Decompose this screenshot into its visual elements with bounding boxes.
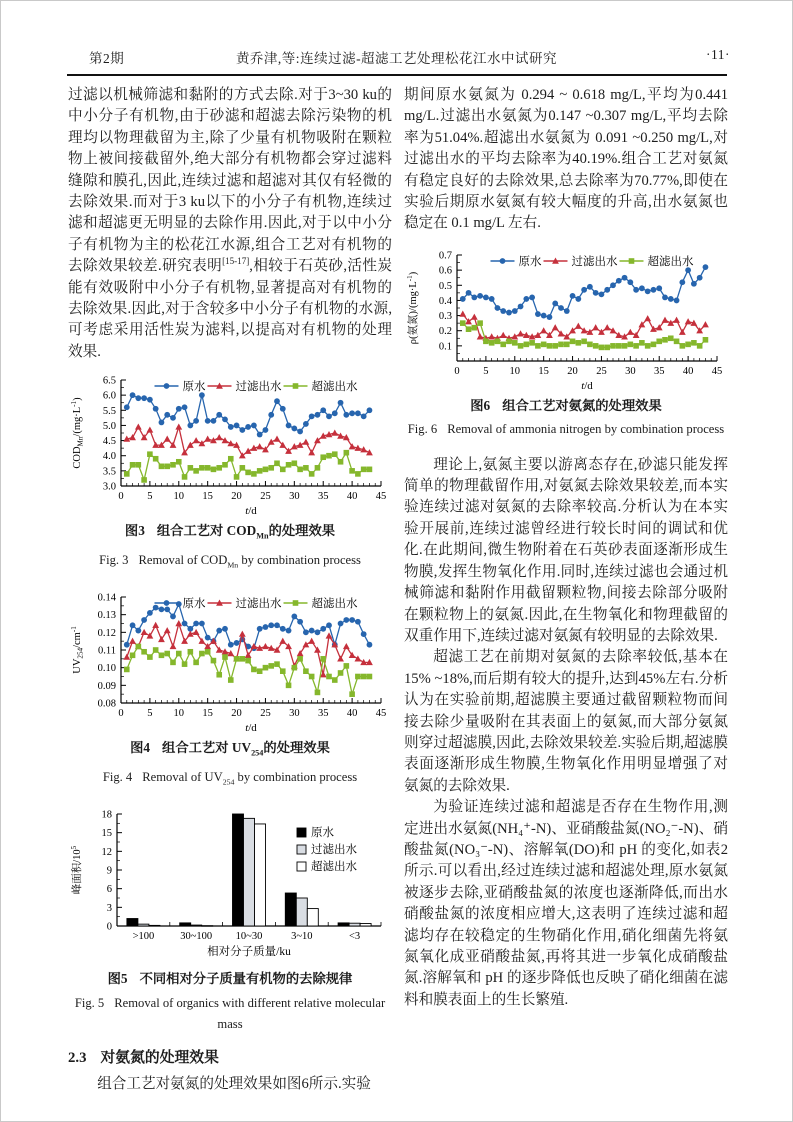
paragraph-bio-verification: 为验证连续过滤和超滤是否存在生物作用,测定进出水氨氮(NH₄⁺-N)、亚硝酸盐氮(NO₂⁻-N)、硝酸盐氮(NO₃⁻-N)、溶解氧(DO)和 pH 的变化,如表2所示.可以看出,经过连续过滤和超滤处理,原水氨氮被逐步去除,亚硝酸盐氮的浓度也逐渐降低,而出水硝酸盐氮的浓度相应增大,这表明了连续过滤和超滤均存在较稳定的生物硝化作用,硝化细菌先将氨氮氧化成亚硝酸盐氮,再将其进一步氧化成硝酸盐氮.溶解氧和 pH 的逐步降低也反映了硝化细菌在滤料和膜表面上的生长繁殖.: [404, 799, 728, 1008]
svg-text:15: 15: [202, 491, 213, 503]
svg-text:UV254/cm-1: $UV_{254}/cm^{-1}$: [70, 626, 85, 675]
svg-text:ρ(氨氮)/(mg·L-1): ρ(氨氮)$/(mg\cdot L^{-1})$: [406, 271, 419, 345]
svg-text:<3: <3: [349, 931, 361, 943]
fig4-caption-zh: 图4 组合工艺对 $UV_{254}$的处理效果: [130, 740, 330, 758]
svg-text:10: 10: [173, 491, 185, 503]
fig6-caption-zh: 图6 组合工艺对氨氮的处理效果: [470, 397, 662, 413]
running-title: 黄乔津,等:连续过滤-超滤工艺处理松花江水中试研究: [235, 51, 558, 66]
fig3-chart: [69, 368, 391, 518]
svg-text:35: 35: [317, 491, 329, 503]
svg-text:0.09: 0.09: [97, 681, 116, 693]
svg-text:0.12: 0.12: [97, 628, 116, 640]
svg-text:0.10: 0.10: [97, 663, 116, 675]
svg-text:超滤出水: 超滤出水: [311, 861, 357, 874]
svg-text:CODMn/(mg·L-1): $COD_{Mn}/(mg\cdot L^{-1})$: [70, 397, 85, 469]
svg-text:0.2: 0.2: [438, 326, 452, 338]
svg-text:相对分子质量/ku: 相对分子质量/ku: [207, 946, 291, 959]
svg-text:40: 40: [682, 365, 694, 377]
svg-text:6.5: 6.5: [102, 375, 116, 387]
figure-5: [68, 804, 392, 1035]
svg-text:5.0: 5.0: [102, 421, 116, 433]
svg-text:10: 10: [509, 365, 521, 377]
svg-text:35: 35: [317, 708, 329, 720]
fig4-caption-en: Fig. 4 Removal of $UV_{254}$ by combination process: [102, 770, 358, 787]
svg-text:过滤出水: 过滤出水: [571, 255, 618, 268]
svg-text:3: 3: [106, 903, 112, 915]
svg-text:0.13: 0.13: [97, 610, 116, 622]
svg-text:0.08: 0.08: [97, 698, 116, 710]
left-column: [68, 85, 392, 1095]
fig4-chart: [69, 585, 391, 735]
svg-text:45: 45: [375, 491, 387, 503]
svg-text:0.3: 0.3: [438, 310, 452, 322]
figure-3: [68, 368, 392, 576]
svg-text:30: 30: [625, 365, 636, 377]
svg-text:15: 15: [101, 828, 112, 840]
page-number: ·11·: [706, 47, 730, 62]
svg-text:10~30: 10~30: [235, 931, 263, 943]
figure-6: [404, 243, 728, 441]
svg-text:10: 10: [173, 708, 185, 720]
paragraph-ammonia-intro: 组合工艺对氨氮的处理效果如图6所示.实验: [97, 1075, 371, 1092]
svg-text:45: 45: [711, 365, 723, 377]
svg-text:30: 30: [289, 708, 300, 720]
svg-text:45: 45: [375, 708, 387, 720]
right-column: [404, 85, 728, 1011]
svg-text:25: 25: [260, 491, 271, 503]
svg-text:原水: 原水: [518, 255, 542, 268]
svg-text:25: 25: [596, 365, 607, 377]
svg-text:20: 20: [231, 491, 242, 503]
svg-text:原水: 原水: [311, 827, 334, 840]
svg-text:过滤出水: 过滤出水: [235, 598, 282, 611]
svg-text:0.6: 0.6: [438, 265, 452, 277]
header-rule: [67, 74, 727, 76]
svg-text:0.4: 0.4: [438, 295, 452, 307]
svg-text:超滤出水: 超滤出水: [647, 255, 694, 268]
paragraph-text: 过滤以机械筛滤和黏附的方式去除.对于3~30 ku的中小分子有机物,由于砂滤和超滤去除污染物的机理均以物理截留为主,除了少量有机物吸附在颗粒物上被间接截留外,绝大部分有机物都会穿过滤料缝隙和膜孔,因此,连续过滤和超滤对其仅有轻微的去除效果.而对于3 ku以下的小分子有机物,连续过滤和超滤更无明显的去除作用.因此,对于以中小分子有机物为主的松花江水源,组合工艺对有机物的去除效果较差.研究表明: [68, 87, 392, 275]
citation-ref: [15-17]: [222, 256, 250, 267]
svg-text:35: 35: [653, 365, 665, 377]
svg-text:25: 25: [260, 708, 271, 720]
fig3-caption-en: Fig. 3 Removal of $COD_{Mn}$ by combination process: [99, 553, 361, 570]
svg-text:18: 18: [101, 809, 112, 821]
svg-text:超滤出水: 超滤出水: [311, 381, 358, 394]
svg-text:4.5: 4.5: [102, 436, 116, 448]
svg-text:0.1: 0.1: [438, 341, 452, 353]
svg-text:5.5: 5.5: [102, 406, 116, 418]
svg-text:3.0: 3.0: [102, 481, 116, 493]
fig6-chart: [405, 243, 727, 393]
fig5-chart: [69, 804, 391, 966]
paragraph-theory: 理论上,氨氮主要以游离态存在,砂滤只能发挥简单的物理截留作用,对氨氮去除效果较差,而本实验连续过滤对氨氮的去除率较高.分析认为在本实验开展前,连续过滤曾经进行较长时间的调试和优化.在此期间,微生物附着在石英砂表面逐渐形成生物膜,发挥生物氧化作用.同时,连续过滤也会通过机械筛滤和黏附作用截留颗粒物,间接去除部分吸附在颗粒物上的氨氮.因此,在生物氧化和物理截留的双重作用下,连续过滤对氨氮有较明显的去除效果.: [404, 456, 728, 644]
svg-text:40: 40: [346, 491, 358, 503]
svg-text:0.5: 0.5: [438, 280, 452, 292]
svg-text:30: 30: [289, 491, 300, 503]
svg-text:t/d: t/d: [581, 379, 593, 392]
svg-text:15: 15: [538, 365, 549, 377]
paragraph-organics: [68, 85, 392, 363]
svg-text:0: 0: [118, 708, 124, 720]
svg-text:40: 40: [346, 708, 358, 720]
svg-text:12: 12: [101, 847, 112, 859]
fig5-caption-zh: 图5 不同相对分子质量有机物的去除规律: [107, 971, 353, 987]
svg-text:9: 9: [106, 865, 112, 877]
svg-text:过滤出水: 过滤出水: [311, 844, 357, 857]
fig5-caption-en: Fig. 5 Removal of organics with different relative molecular mass: [74, 995, 386, 1032]
figure-4: [68, 585, 392, 793]
svg-text:0: 0: [106, 921, 112, 933]
fig3-caption-zh: 图3 组合工艺对 $COD_{Mn}$的处理效果: [124, 523, 336, 541]
svg-text:过滤出水: 过滤出水: [235, 381, 282, 394]
svg-text:0.14: 0.14: [97, 592, 116, 604]
svg-text:超滤出水: 超滤出水: [311, 598, 358, 611]
svg-text:4.0: 4.0: [102, 451, 116, 463]
svg-text:>100: >100: [132, 931, 155, 943]
journal-issue: 第2期: [89, 51, 125, 66]
svg-text:原水: 原水: [182, 598, 206, 611]
fig6-caption-en: Fig. 6 Removal of ammonia nitrogen by combination process: [407, 422, 725, 437]
svg-text:t/d: t/d: [245, 505, 257, 518]
svg-text:3~10: 3~10: [291, 931, 313, 943]
svg-text:6: 6: [106, 884, 112, 896]
svg-text:t/d: t/d: [245, 722, 257, 735]
svg-text:5: 5: [147, 491, 153, 503]
paragraph-text: ,相较于石英砂,活性炭能有效吸附中小分子有机物,显著提高对有机物的去除效果.因此,对于含较多中小分子有机物的水源,可考虑采用活性炭为滤料,以提高对有机物的处理效果.: [68, 258, 392, 360]
svg-text:原水: 原水: [182, 381, 206, 394]
svg-text:0.11: 0.11: [98, 645, 116, 657]
svg-text:5: 5: [483, 365, 489, 377]
svg-text:5: 5: [147, 708, 153, 720]
svg-text:0: 0: [118, 491, 124, 503]
paragraph-ammonia-results: 期间原水氨氮为 0.294 ~ 0.618 mg/L,平均为0.441 mg/L.过滤出水氨氮为0.147 ~0.307 mg/L,平均去除率为51.04%.超滤出水氨氮为 0.091 ~0.250 mg/L,对过滤出水的平均去除率为40.19%.组合工艺对氨氮有稳定良好的去除效果,总去除率为70.77%,即使在实验后期原水氨氮有较大幅度的升高,出水氨氮也稳定在 0.1 mg/L 左右.: [404, 87, 728, 232]
svg-text:峰面积/105: 峰面积$/10^5$: [70, 846, 83, 895]
section-heading-2-3: 2.3 对氨氮的处理效果: [68, 1050, 219, 1067]
paragraph-uf-removal: 超滤工艺在前期对氨氮的去除率较低,基本在15% ~18%,而后期有较大的提升,达到45%左右.分析认为在实验前期,超滤膜主要通过截留颗粒物而间接去除少量吸附在其表面上的氨氮,而大部分氨氮则穿过超滤膜,因此,去除效果较差.实验后期,超滤膜表面逐渐形成生物膜,生物氧化作用明显增强了对氨氮的去除效果.: [404, 649, 728, 794]
svg-text:6.0: 6.0: [102, 390, 116, 402]
svg-text:20: 20: [567, 365, 578, 377]
svg-text:0: 0: [454, 365, 460, 377]
svg-text:30~100: 30~100: [180, 931, 213, 943]
svg-text:0.7: 0.7: [438, 250, 452, 262]
svg-text:3.5: 3.5: [102, 466, 116, 478]
svg-text:20: 20: [231, 708, 242, 720]
svg-text:15: 15: [202, 708, 213, 720]
